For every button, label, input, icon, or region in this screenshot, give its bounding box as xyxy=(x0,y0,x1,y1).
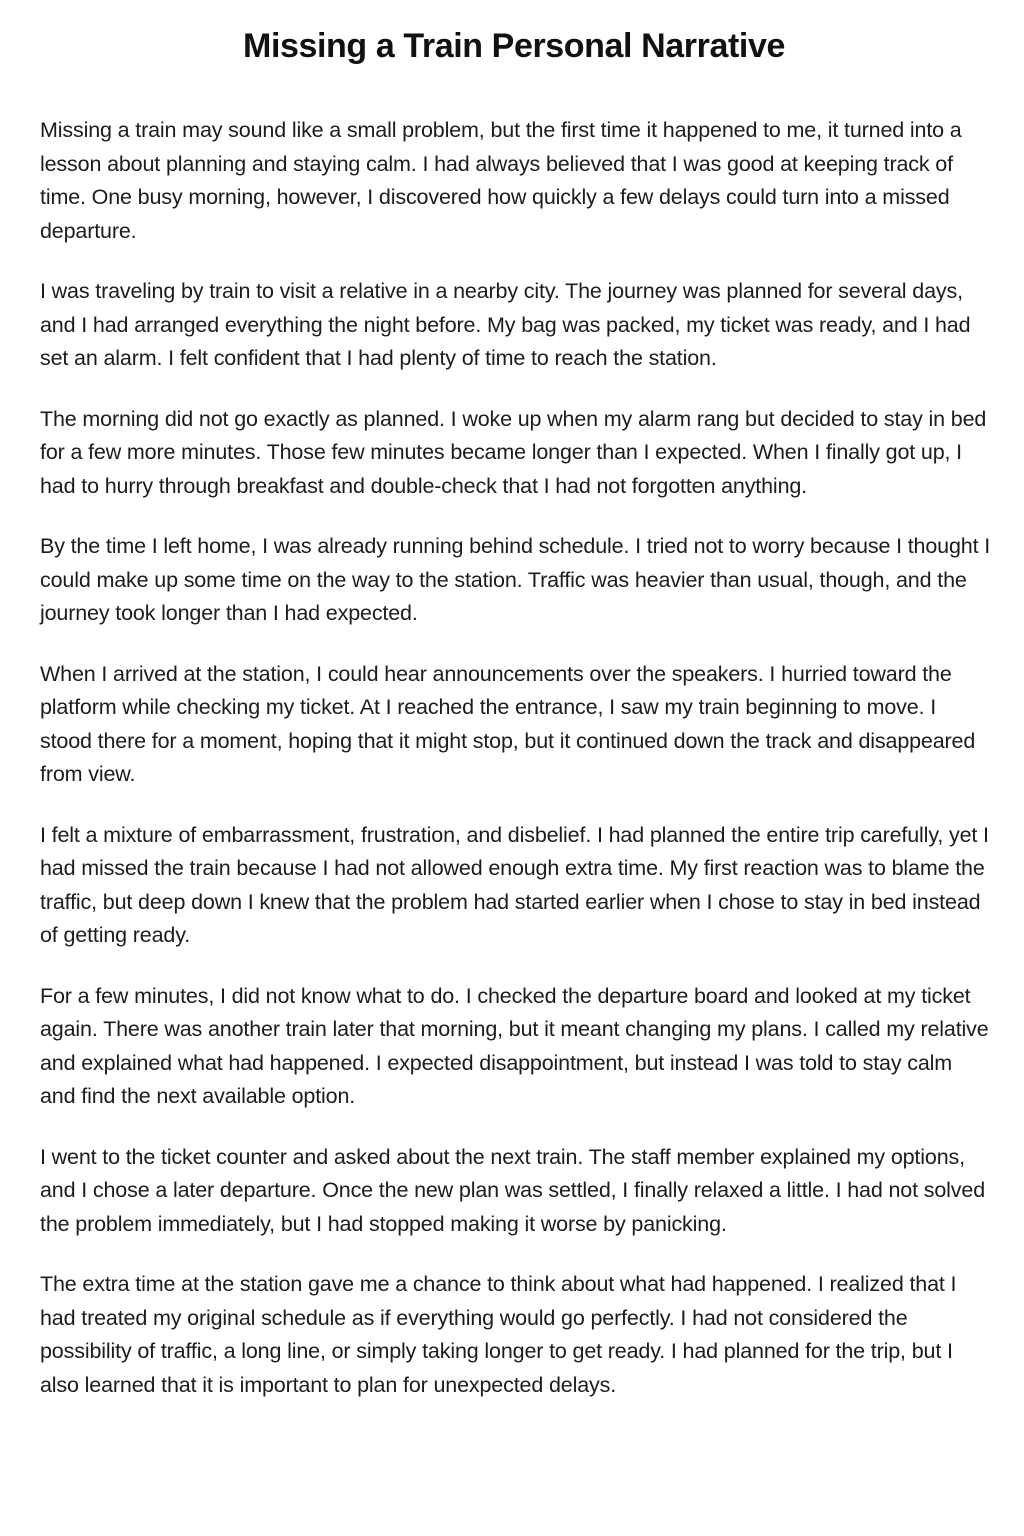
paragraph-3: The morning did not go exactly as planned. I woke up when my alarm rang but decided to stay in bed for a few more minutes. Those few minutes became longer than I expected. When I finally got up, I had to hurry through breakfast and double-check that I had not forgotten anything. xyxy=(40,406,987,498)
paragraph-8: I went to the ticket counter and asked about the next train. The staff member explained my options, and I chose a later departure. Once the new plan was settled, I finally relaxed a little. I had not solved the problem immediately, but I had stopped making it worse by panicking. xyxy=(40,1144,985,1236)
paragraph-6: I felt a mixture of embarrassment, frustration, and disbelief. I had planned the entire trip carefully, yet I had missed the train because I had not allowed enough extra time. My first reaction was to blame the traffic, but deep down I knew that the problem had started earlier when I chose to stay in bed instead of getting ready. xyxy=(40,822,989,947)
paragraph-4: By the time I left home, I was already running behind schedule. I tried not to worry because I thought I could make up some time on the way to the station. Traffic was heavier than usual, though, and the journey took longer than I had expected. xyxy=(40,534,991,625)
paragraph-9: The extra time at the station gave me a chance to think about what had happened. I realized that I had treated my original schedule as if everything would go perfectly. I had not considered the possibility of traffic, a long line, or simply taking longer to get ready. I had planned for the trip, but I also learned that it is important to plan for unexpected delays. xyxy=(40,1272,957,1397)
paragraph-5: When I arrived at the station, I could hear announcements over the speakers. I hurried toward the platform while checking my ticket. At I reached the entrance, I saw my train beginning to move. I stood there for a moment, hoping that it might stop, but it continued down the track and disappeared from view. xyxy=(40,661,976,786)
paragraph-2: I was traveling by train to visit a relative in a nearby city. The journey was planned for several days, and I had arranged everything the night before. My bag was packed, my ticket was ready, and I had set an alarm. I felt confident that I had plenty of time to reach the station. xyxy=(40,279,971,370)
document-title: Missing a Train Personal Narrative xyxy=(243,27,785,65)
paragraph-7: For a few minutes, I did not know what to do. I checked the departure board and looked at my ticket again. There was another train later that morning, but it meant changing my plans. I called my relative and explained what had happened. I expected disappointment, but instead I was told to stay calm and find the next available option. xyxy=(40,983,989,1108)
document-body xyxy=(40,114,992,1402)
paragraph-1: Missing a train may sound like a small problem, but the first time it happened to me, it turned into a lesson about planning and staying calm. I had always believed that I was good at keeping track of time. One busy morning, however, I discovered how quickly a few delays could turn into a missed departure. xyxy=(40,118,962,243)
